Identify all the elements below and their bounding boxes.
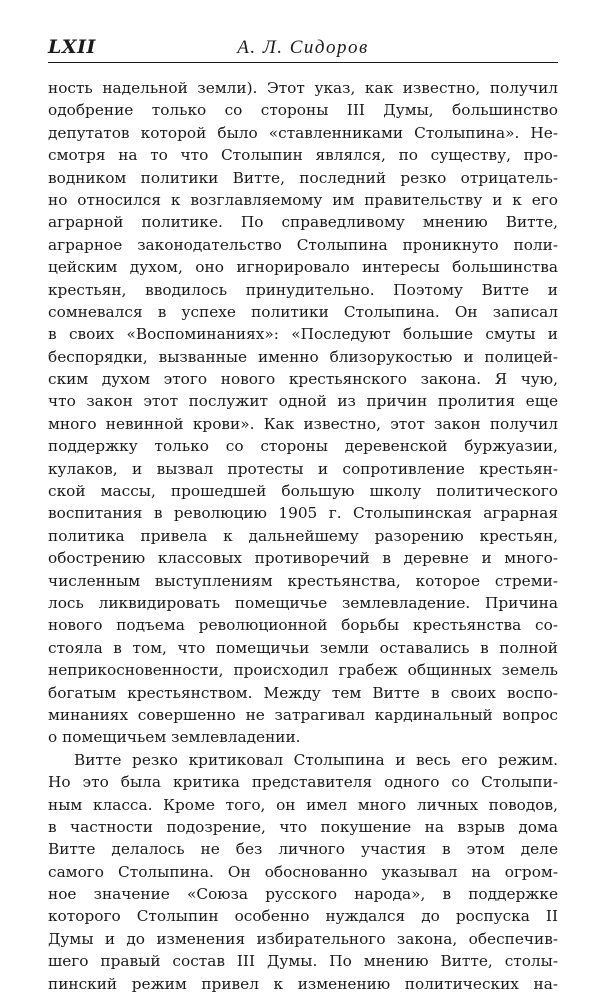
text-line: водником политики Витте, последний резко отрицатель-: [48, 168, 558, 187]
body-text: [48, 77, 558, 995]
text-line: богатым крестьянством. Между тем Витте в своих воспо-: [48, 683, 558, 702]
text-line: в частности подозрение, что покушение на взрыв дома: [48, 817, 558, 836]
paragraph: [48, 749, 558, 995]
text-line: что закон этот послужит одной из причин пролития еще: [48, 392, 558, 411]
text-line: Витте делалось не без личного участия в этом деле: [48, 840, 558, 859]
text-line: нового подъема революционной борьбы крестьянства со-: [48, 616, 558, 635]
text-line: обострению классовых противоречий в деревне и много-: [48, 549, 558, 568]
text-line: воспитания в революцию 1905 г. Столыпинская аграрная: [48, 504, 558, 523]
text-line: депутатов которой было «ставленниками Столыпина». Не-: [48, 123, 558, 142]
text-line: сомневался в успехе политики Столыпина. Он записал: [48, 302, 558, 321]
text-line: стояла в том, что помещичьи земли оставались в полной: [48, 638, 558, 657]
text-line: ность надельной земли). Этот указ, как известно, получил: [48, 79, 558, 97]
text-line: поддержку только со стороны деревенской буржуазии,: [48, 437, 558, 456]
text-line: неприкосновенности, происходил грабеж общинных земель: [48, 661, 558, 680]
text-line: но относился к возглавляемому им правительству и к его: [48, 190, 558, 209]
text-line: много невинной крови». Как известно, этот закон получил: [48, 414, 558, 433]
text-line: Но это была критика представителя одного со Столыпи-: [48, 773, 558, 792]
page-number: LXII: [48, 36, 96, 58]
running-head-author: А. Л. Сидоров: [237, 37, 369, 58]
text-line: минаниях совершенно не затрагивал кардинальный вопрос: [48, 705, 558, 724]
page-header: [48, 28, 558, 63]
text-line: смотря на то что Столыпин являлся, по существу, про-: [48, 146, 558, 165]
text-line: ским духом этого нового крестьянского закона. Я чую,: [48, 370, 558, 389]
text-line: крестьян, вводилось принудительно. Поэтому Витте и: [48, 280, 558, 299]
text-line: самого Столыпина. Он обоснованно указывал на огром-: [48, 862, 558, 881]
text-line: которого Столыпин особенно нуждался до роспуска II: [48, 907, 558, 926]
text-line: беспорядки, вызванные именно близорукостью и полицей-: [48, 347, 558, 366]
text-line: цейским духом, оно игнорировало интересы большинства: [48, 258, 558, 277]
text-line: лось ликвидировать помещичье землевладение. Причина: [48, 593, 558, 612]
text-line: ным класса. Кроме того, он имел много личных поводов,: [48, 795, 558, 814]
text-line: кулаков, и вызвал протесты и сопротивление крестьян-: [48, 459, 558, 478]
text-line: шего правый состав III Думы. По мнению Витте, столы-: [48, 952, 558, 971]
text-line: пинский режим привел к изменению политических на-: [48, 974, 558, 993]
text-line: аграрное законодательство Столыпина проникнуто поли-: [48, 235, 558, 254]
paragraph: [48, 77, 558, 749]
text-line: Думы и до изменения избирательного закона, обеспечив-: [48, 929, 558, 948]
text-line: ской массы, прошедшей большую школу политического: [48, 482, 558, 501]
text-line: о помещичьем землевладении.: [48, 728, 301, 747]
text-line: Витте резко критиковал Столыпина и весь его режим.: [74, 750, 558, 769]
text-line: одобрение только со стороны III Думы, большинство: [48, 101, 558, 120]
text-line: ное значение «Союза русского народа», в поддержке: [48, 885, 558, 904]
text-line: аграрной политике. По справедливому мнению Витте,: [48, 213, 558, 232]
text-line: численным выступлениям крестьянства, которое стреми-: [48, 571, 558, 590]
text-line: политика привела к дальнейшему разорению крестьян,: [48, 526, 558, 545]
text-line: в своих «Воспоминаниях»: «Последуют большие смуты и: [48, 325, 558, 344]
